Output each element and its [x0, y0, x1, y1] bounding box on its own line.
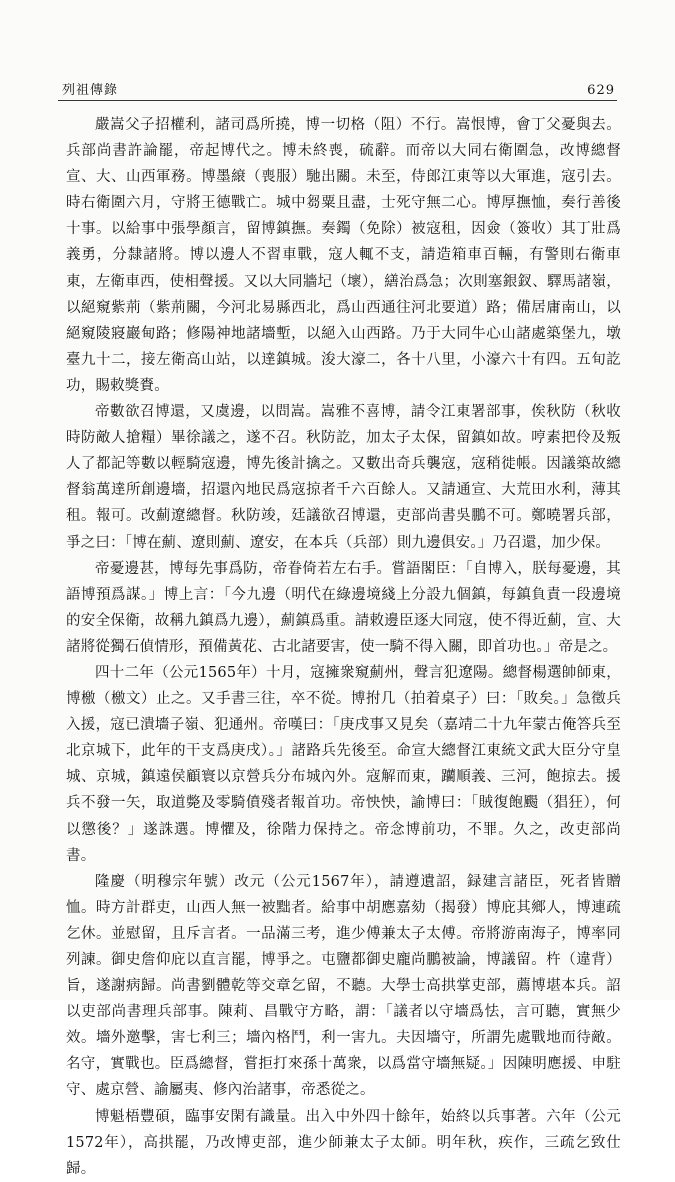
paragraph: 博魁梧豐碩，臨事安閑有識量。出入中外四十餘年，始終以兵事著。六年（公元1572年），高拱罷，乃改博吏部，進少師兼太子太師。明年秋，疾作，三疏乞致仕歸。	[66, 1108, 621, 1177]
book-title: 列祖傳錄	[62, 83, 119, 98]
running-header	[62, 76, 615, 98]
header-rule	[58, 100, 617, 101]
paragraph: 帝數欲召博還，又虞邊，以問嵩。嵩雅不喜博，請令江東署部事，俟秋防（秋收時防敵人搶糧）畢徐議之，遂不召。秋防訖，加太子太保，留鎮如故。哼素把伶及叛人了都記等數以輕騎寇邊，博先後計擒之。又數出奇兵襲寇，寇稍徙帳。因議築故總督翁萬達所創邊墻，招還內地民爲寇掠者千六百餘人。又請通宣、大荒田水利，薄其租。報可。改薊遼總督。秋防竣，廷議欲召博還，吏部尚書吳鵬不可。鄭曉署兵部，爭之曰：「博在薊、遼則薊、遼安，在本兵（兵部）則九邊俱安。」乃召還，加少保。	[66, 404, 621, 551]
paragraph: 帝憂邊甚，博每先事爲防，帝眷倚若左右手。嘗語閣臣：「自博入，朕每憂邊，其語博預爲謀。」博上言：「今九邊（明代在綠邊境綫上分設九個鎮，每鎮負責一段邊境的安全保衛，故稱九鎮爲九邊），薊鎮爲重。請敕邊臣逐大同寇，使不得近薊，宣、大諸將從獨石偵情形，預備黃花、古北諸要害，使一騎不得入關，即首功也。」帝是之。	[66, 560, 621, 655]
paragraph: 嚴嵩父子招權利，諸司爲所撓，博一切格（阻）不行。嵩恨博，會丁父憂與去。兵部尚書許論罷，帝起博代之。博未終喪，硫辭。而帝以大同右衛圍急，改博總督宣、大、山西軍務。博墨縗（喪服）馳出關。未至，侍郎江東等以大軍進，寇引去。時右衛圍六月，守將王德戰亡。城中芻粟且盡，士死守無二心。博厚撫恤，奏行善後十事。以給事中張學顏言，留博鎮撫。奏鐲（免除）被寇租，因僉（簽收）其丁壯爲義勇，分隸諸將。博以邊人不習車戰，寇人輒不支，請造箱車百輛，有警則右衛車東，左衛車西，使相聲援。又以大同牆圮（壞），繕治爲急；次則塞銀釵、驛馬諸嶺，以絕窺紫荊（紫荊關，今河北易縣西北，爲山西通往河北要道）路；備居庸南山，以絕窺陵寢巖甸路；修陽神地諸墻塹，以絕入山西路。乃于大同牛心山諸處築堡九，墩臺九十二，接左衛高山站，以達鎮城。浚大濠二，各十八里，小濠六十有四。五旬訖功，賜敕獎賚。	[66, 117, 621, 394]
paragraph: 四十二年（公元1565年）十月，寇擁衆窺薊州，聲言犯遼陽。總督楊選帥師東，博檄（檄文）止之。又手書三往，卒不從。博拊几（拍着桌子）曰：「敗矣。」急徵兵入援，寇已潰墻子嶺、犯通州。帝嘆曰：「庚戌事又見矣（嘉靖二十九年蒙古俺答兵至北京城下，此年的干支爲庚戌）。」諸路兵先後至。命宣大總督江東統文武大臣分守皇城、京城，鎮遠侯顧寰以京營兵分布城內外。寇解而東，躪順義、三河，飽掠去。援兵不發一矢，取道斃及零騎僨殘者報首功。帝怏怏，諭博曰：「賊復飽颺（猖狂），何以懲後？」遂誅選。博懼及，徐階力保持之。帝念博前功，不罪。久之，改吏部尚書。	[66, 664, 621, 864]
page-number: 629	[587, 83, 615, 98]
body-text	[66, 112, 621, 1182]
paragraph: 隆慶（明穆宗年號）改元（公元1567年），請遵遺詔，録建言諸臣，死者皆贈恤。時方計群吏，山西人無一被黜者。給事中胡應嘉劾（揭發）博庇其鄉人，博連疏乞休。並慰留，且斥言者。一品滿三考，進少傅兼太子太傅。帝將游南海子，博率同列諫。御史詹仰庇以直言罷，博爭之。屯鹽都御史龐尚鵬被論，博議留。杵（違背）旨，遂謝病歸。尚書劉體乾等交章乞留，不聽。大學士高拱掌吏部，薦博堪本兵。詔以吏部尚書理兵部事。陳莉、昌戰守方略，謂：「議者以守墻爲怯，言可聽，實無少效。墻外邀擊，害七利三；墻內格鬥，利一害九。夫因墻守，所謂先處戰地而待敵。名守，實戰也。臣爲總督，嘗拒打來孫十萬衆，以爲當守墻無疑。」因陳明應援、申駐守、處京營、諭屬夷、修內治諸事，帝悉從之。	[66, 873, 621, 1099]
